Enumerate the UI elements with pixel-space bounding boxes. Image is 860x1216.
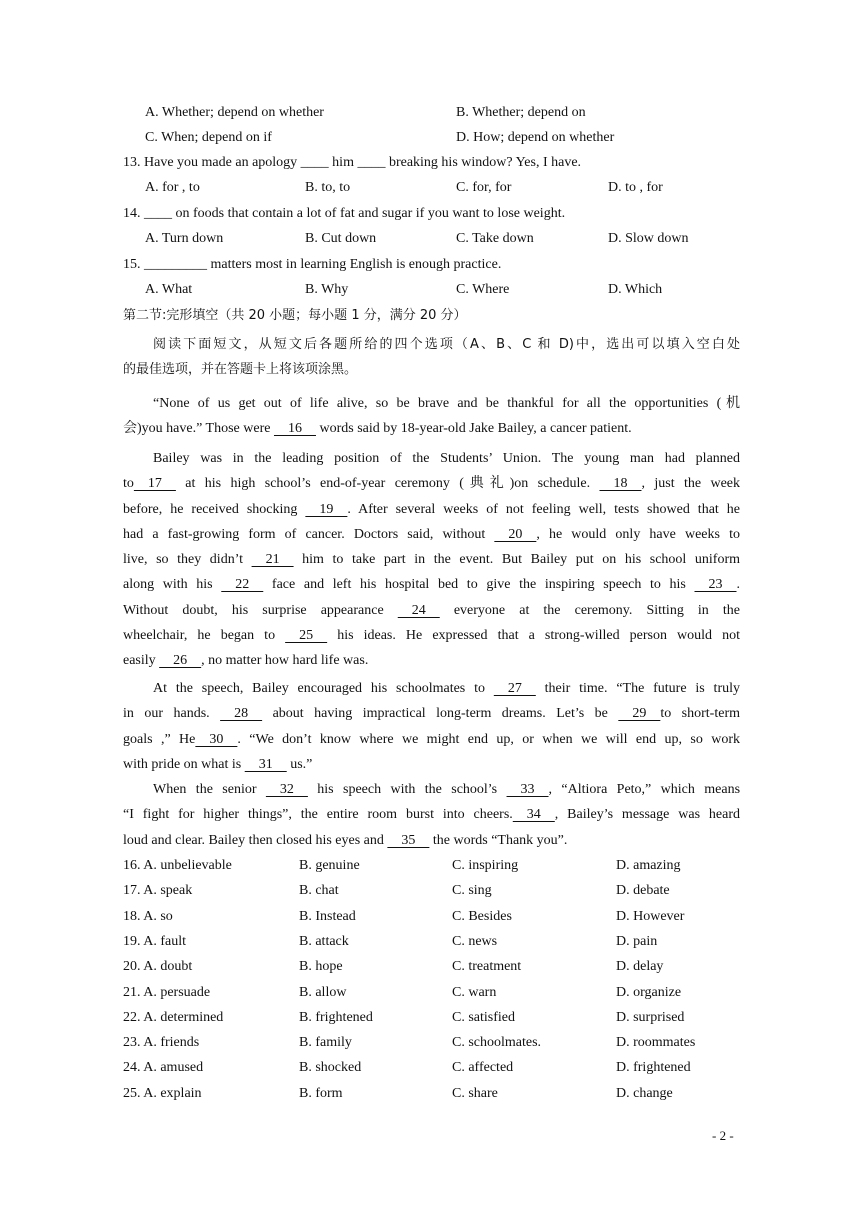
passage-paragraph-4: When the senior 32 his speech with the school’s 33 , “Altiora Peto,” which means “I fight for higher things”, the entire room burst into cheers. 34 , Bailey’s message was heard loud and clear. Bailey then closed his eyes and 35 the words “Thank you”. — [123, 782, 741, 848]
page-number: - 2 - — [712, 1128, 734, 1143]
cloze-option-a: 20. A. doubt — [123, 959, 193, 975]
cloze-option-row — [0, 905, 860, 929]
cloze-option-row — [0, 879, 860, 903]
cloze-option-d: D. organize — [616, 984, 682, 1000]
passage-paragraph-3: At the speech, Bailey encouraged his schoolmates to 27 their time. “The future is truly in our hands. 28 about having impractical long-term dreams. Let’s be 29 to short-term goals ,” He 30 . “We don’t know where we might end up, or when we will end up, so work with pride on what is 31 us.” — [123, 681, 740, 772]
cloze-option-d: D. roommates — [616, 1035, 696, 1051]
q15-option-a: A. What — [145, 282, 193, 297]
cloze-option-c: C. inspiring — [452, 858, 519, 873]
cloze-option-c: C. Besides — [452, 908, 512, 924]
cloze-option-a: 23. A. friends — [123, 1035, 200, 1051]
q14-option-c: C. Take down — [456, 231, 534, 246]
cloze-option-b: B. allow — [299, 984, 347, 1000]
cloze-option-d: D. delay — [616, 959, 664, 975]
cloze-blank: 17 — [133, 476, 176, 492]
cloze-blank: 28 — [220, 706, 263, 722]
q12-option-b: B. Whether; depend on — [456, 105, 586, 120]
q15-stem: 15. _________ matters most in learning English is enough practice. — [123, 257, 502, 272]
cloze-option-b: B. attack — [299, 933, 349, 949]
q15-option-b: B. Why — [305, 282, 349, 297]
cloze-option-row — [0, 955, 860, 979]
cloze-option-c: C. warn — [452, 984, 497, 1000]
cloze-option-d: D. change — [616, 1085, 673, 1101]
cloze-option-c: C. satisfied — [452, 1009, 515, 1025]
cloze-option-d: D. However — [616, 908, 685, 924]
cloze-option-row — [0, 981, 860, 1005]
cloze-option-row — [0, 854, 860, 878]
cloze-blank: 35 — [387, 832, 430, 848]
cloze-option-b: B. genuine — [299, 858, 360, 873]
cloze-option-row — [0, 1031, 860, 1055]
cloze-blank: 29 — [618, 706, 661, 722]
cloze-blank: 34 — [512, 807, 555, 823]
q12-options-row-2 — [0, 126, 860, 150]
cloze-option-a: 22. A. determined — [123, 1009, 224, 1025]
q12-option-a: A. Whether; depend on whether — [145, 105, 324, 120]
passage-paragraph-1: “None of us get out of life alive, so be brave and be thankful for all the opportunities (机 会)you have.” Those were 16 words said by 18-year-old Jake Bailey, a cancer patient. — [123, 396, 740, 437]
cloze-option-a: 17. A. speak — [123, 883, 193, 899]
passage-paragraph-2: Bailey was in the leading position of the Students’ Union. The young man had planned to 17 at his high school’s end-of-year ceremony (典礼)on schedule. 18 , just the week before, he received shocking 19 . After several weeks of not feeling well, tests showed that he had a fast-growing form of cancer. Doctors said, without 20 , he would only have weeks to live, so they didn’t 21 him to take part in the event. But Bailey put on his school uniform along with his 22 face and left his hospital bed to give the inspiring speech to his 23 . Without doubt, his surprise appearance 24 everyone at the ceremony. Sitting in the wheelchair, he began to 25 his ideas. He expressed that a strong-willed person would not easily 26 , no matter how hard life was. — [123, 451, 740, 669]
q15-option-d: D. Which — [608, 282, 663, 297]
q13-option-d: D. to , for — [608, 180, 663, 195]
cloze-option-a: 16. A. unbelievable — [123, 858, 232, 873]
cloze-option-b: B. family — [299, 1035, 352, 1051]
cloze-blank: 19 — [305, 501, 348, 517]
cloze-option-b: B. shocked — [299, 1060, 362, 1076]
q13-option-b: B. to, to — [305, 180, 351, 195]
cloze-blank: 27 — [493, 681, 536, 696]
q15-options — [0, 278, 860, 302]
cloze-option-b: B. chat — [299, 883, 339, 899]
cloze-option-b: B. form — [299, 1085, 343, 1101]
cloze-blank: 31 — [244, 756, 287, 772]
cloze-blank: 25 — [285, 628, 328, 644]
q14-option-d: D. Slow down — [608, 231, 689, 246]
cloze-option-b: B. Instead — [299, 908, 356, 924]
q14-stem: 14. ____ on foods that contain a lot of fat and sugar if you want to lose weight. — [123, 206, 566, 221]
cloze-option-a: 18. A. so — [123, 908, 173, 924]
section-heading: 第二节:完形填空（共 20 小题；每小题 1 分，满分 20 分） — [123, 308, 467, 323]
cloze-option-b: B. frightened — [299, 1009, 373, 1025]
q14-option-b: B. Cut down — [305, 231, 377, 246]
cloze-option-c: C. share — [452, 1085, 498, 1101]
cloze-blank: 23 — [694, 577, 737, 593]
cloze-option-c: C. affected — [452, 1060, 514, 1076]
cloze-option-d: D. debate — [616, 883, 670, 899]
cloze-option-d: D. surprised — [616, 1009, 685, 1025]
q14-options — [0, 227, 860, 251]
q14-option-a: A. Turn down — [145, 231, 224, 246]
q13-stem: 13. Have you made an apology ____ him ____ breaking his window? Yes, I have. — [123, 155, 582, 170]
cloze-blank: 22 — [221, 577, 264, 593]
cloze-option-d: D. amazing — [616, 858, 681, 873]
cloze-option-b: B. hope — [299, 959, 343, 975]
cloze-blank: 30 — [195, 731, 238, 747]
cloze-option-row — [0, 1082, 860, 1106]
cloze-option-a: 19. A. fault — [123, 933, 186, 949]
cloze-option-a: 21. A. persuade — [123, 984, 211, 1000]
cloze-option-c: C. schoolmates. — [452, 1035, 542, 1051]
q13-option-c: C. for, for — [456, 180, 512, 195]
cloze-option-c: C. treatment — [452, 959, 522, 975]
cloze-option-row — [0, 930, 860, 954]
cloze-option-d: D. pain — [616, 933, 658, 949]
cloze-option-a: 24. A. amused — [123, 1060, 204, 1076]
cloze-option-row — [0, 1006, 860, 1030]
cloze-blank: 20 — [494, 526, 537, 542]
cloze-option-d: D. frightened — [616, 1060, 691, 1076]
q13-options — [0, 176, 860, 200]
cloze-blank: 21 — [251, 552, 294, 568]
cloze-blank: 18 — [599, 476, 642, 492]
cloze-blank: 32 — [265, 782, 308, 797]
section-instructions: 阅读下面短文，从短文后各题所给的四个选项（A、B、C 和 D)中，选出可以填入空白处 的最佳选项，并在答题卡上将该项涂黑。 — [123, 337, 740, 378]
cloze-option-row — [0, 1056, 860, 1080]
q12-options-row-1 — [0, 101, 860, 125]
q12-option-c: C. When; depend on if — [145, 130, 272, 145]
cloze-blank: 26 — [159, 653, 202, 669]
q12-option-d: D. How; depend on whether — [456, 130, 615, 145]
cloze-blank: 16 — [273, 421, 316, 437]
cloze-option-c: C. sing — [452, 883, 492, 899]
cloze-blank: 24 — [397, 602, 440, 618]
cloze-blank: 33 — [506, 782, 549, 797]
cloze-option-a: 25. A. explain — [123, 1085, 202, 1101]
q13-option-a: A. for , to — [145, 180, 200, 195]
cloze-option-c: C. news — [452, 933, 498, 949]
q15-option-c: C. Where — [456, 282, 510, 297]
